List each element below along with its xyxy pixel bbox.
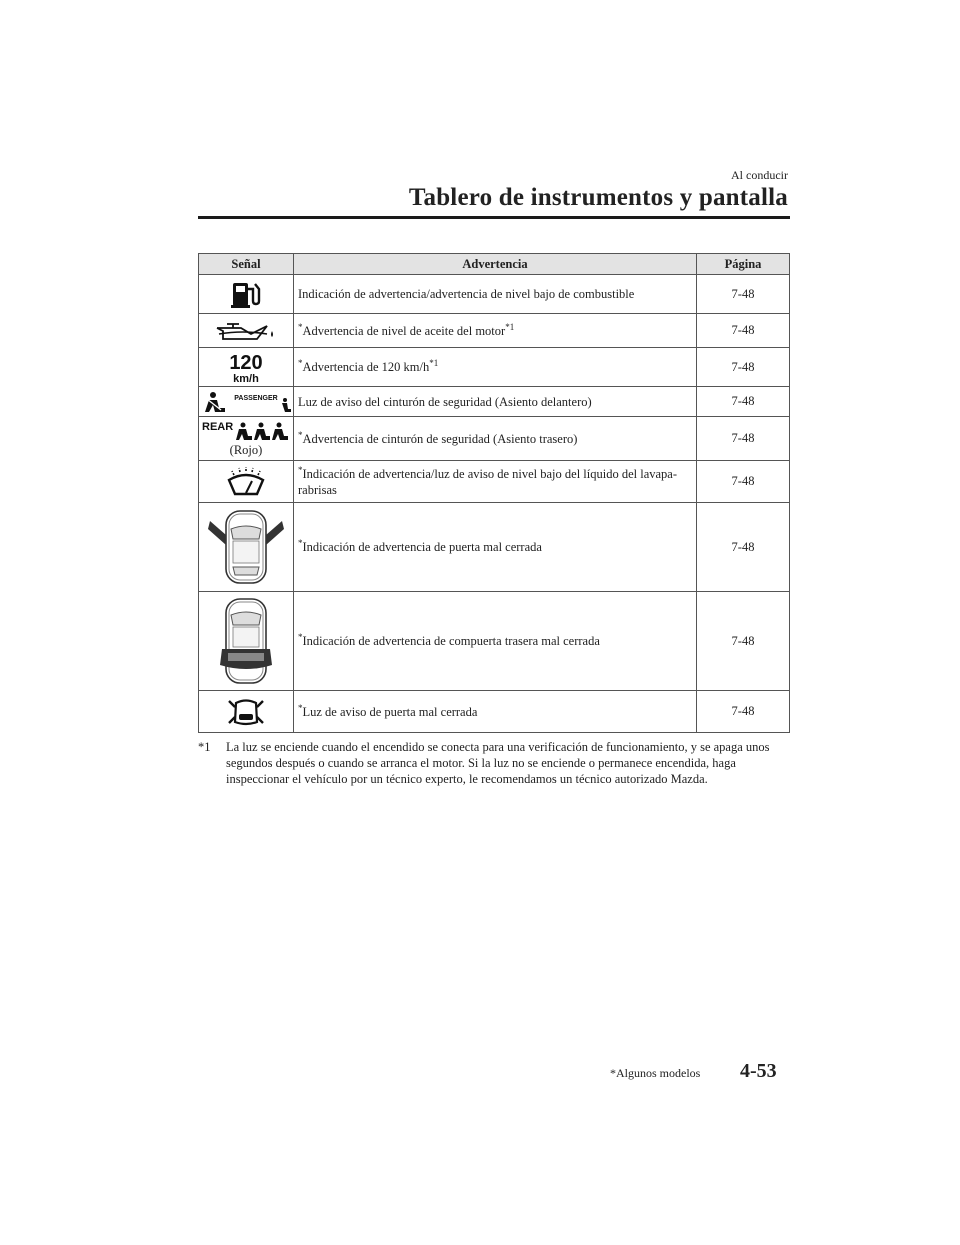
warning-text-cell (294, 461, 697, 503)
footnote-text: La luz se enciende cuando el encendido se conecta para una verificación de funcionamiento, y se apaga unos segundos después o cuando se arranca el motor. Si la luz no se enciende o permanece encendida, haga inspeccionar el vehículo por un técnico experto, le recomendamos un técnico autorizado Mazda. (226, 740, 770, 786)
table-row (199, 592, 790, 691)
table-row (199, 275, 790, 314)
seatbelt-passenger-icon (201, 391, 291, 413)
page-ref: 7-48 (697, 387, 790, 417)
icon-unit-text: km/h (233, 373, 259, 384)
icon-rear-text: REAR (202, 421, 234, 433)
warning-text-cell (294, 503, 697, 592)
page-ref: 7-48 (697, 417, 790, 461)
header-page: Página (697, 254, 790, 275)
header-signal: Señal (199, 254, 294, 275)
note-star: * (298, 429, 303, 440)
warning-text: Indicación de advertencia de compuerta trasera mal cerrada (302, 634, 600, 648)
section-title: Al conducir (731, 168, 788, 182)
models-note: *Algunos modelos (610, 1066, 701, 1080)
table-row (199, 691, 790, 733)
note-star: * (298, 464, 303, 475)
warning-text: Advertencia de cinturón de seguridad (Asiento trasero) (302, 431, 578, 446)
signal-cell (199, 387, 294, 417)
table-row (199, 387, 790, 417)
signal-cell (199, 275, 294, 314)
icon-speed-text: 120 (229, 352, 263, 374)
chapter-title: Tablero de instrumentos y pantalla (408, 184, 788, 211)
page-ref: 7-48 (697, 503, 790, 592)
oil-can-icon (215, 320, 277, 342)
door-ajar-car-icon (206, 507, 286, 587)
note-star: * (298, 631, 303, 642)
door-ajar-light-icon (226, 697, 266, 727)
table-row (199, 314, 790, 348)
speed-120-kmh-icon (226, 350, 266, 384)
table-row (199, 417, 790, 461)
header-warning: Advertencia (294, 254, 697, 275)
footnote-ref: *1 (429, 357, 439, 368)
warning-table (198, 253, 790, 733)
warning-text: Luz de aviso de puerta mal cerrada (302, 704, 478, 719)
note-star: * (298, 702, 303, 713)
page-ref: 7-48 (697, 592, 790, 691)
warning-text-cell (294, 387, 697, 417)
warning-text-cell (294, 691, 697, 733)
signal-cell (199, 417, 294, 461)
footnote (198, 739, 790, 787)
warning-text-cell (294, 348, 697, 387)
signal-cell (199, 592, 294, 691)
rear-seatbelt-icon (201, 419, 291, 441)
fuel-pump-icon (229, 279, 263, 309)
table-header-row (199, 254, 790, 275)
page-ref: 7-48 (697, 461, 790, 503)
note-star: * (298, 537, 303, 548)
warning-text-cell (294, 592, 697, 691)
warning-text-cell (294, 314, 697, 348)
liftgate-ajar-car-icon (206, 595, 286, 687)
warning-text-cell (294, 417, 697, 461)
header-rule (198, 216, 790, 219)
signal-cell (199, 691, 294, 733)
note-star: * (298, 357, 303, 368)
warning-text: Indicación de advertencia de puerta mal cerrada (302, 540, 542, 554)
signal-cell (199, 314, 294, 348)
table-row (199, 461, 790, 503)
footnote-ref: *1 (505, 321, 515, 332)
page-ref: 7-48 (697, 691, 790, 733)
footnote-mark: *1 (198, 740, 211, 754)
warning-text-cell (294, 275, 697, 314)
warning-text: Indicación de advertencia/luz de aviso de nivel bajo del líquido del lavapa- rabrisas (298, 466, 678, 497)
warning-text: Luz de aviso del cinturón de seguridad (Asiento delantero) (298, 394, 592, 409)
signal-cell (199, 503, 294, 592)
warning-text: Indicación de advertencia/advertencia de nivel bajo de combustible (298, 287, 635, 301)
note-star: * (298, 321, 303, 332)
table-row (199, 503, 790, 592)
warning-text: Advertencia de nivel de aceite del motor (302, 323, 506, 338)
washer-fluid-icon (225, 466, 267, 498)
icon-caption: (Rojo) (229, 443, 263, 457)
page-ref: 7-48 (697, 348, 790, 387)
warning-text: Advertencia de 120 km/h (302, 360, 430, 374)
table-row (199, 348, 790, 387)
icon-passenger-text: PASSENGER (234, 394, 278, 402)
signal-cell (199, 348, 294, 387)
page-ref: 7-48 (697, 275, 790, 314)
page-number: 4-53 (740, 1060, 777, 1082)
page-ref: 7-48 (697, 314, 790, 348)
signal-cell (199, 461, 294, 503)
